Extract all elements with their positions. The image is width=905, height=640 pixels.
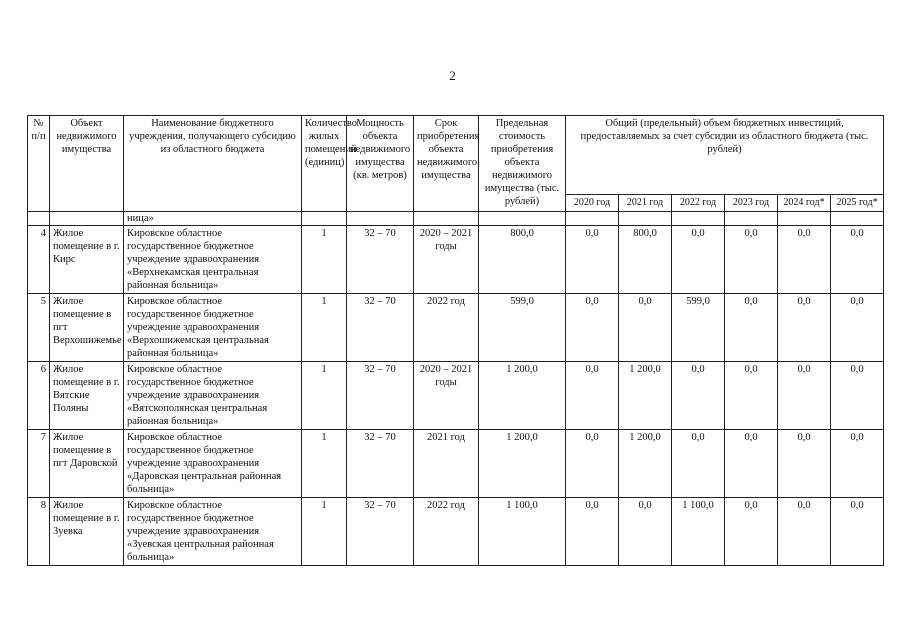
capacity: 32 – 70	[347, 362, 414, 430]
year-amount: 1 100,0	[672, 498, 725, 566]
max-cost: 800,0	[479, 226, 566, 294]
page-number: 2	[449, 68, 456, 83]
year-amount: 0,0	[725, 498, 778, 566]
institution-name: Кировское областное государственное бюджетное учреждение здравоохранения «Верхошижемская центральная районная больница»	[124, 294, 302, 362]
header-total: Общий (предельный) объем бюджетных инвестиций, предоставляемых за счет субсидии из областного бюджета (тыс. рублей)	[566, 116, 884, 195]
table-row	[28, 498, 884, 566]
header-year: 2021 год	[619, 195, 672, 212]
max-cost: 1 200,0	[479, 430, 566, 498]
year-amount: 0,0	[831, 362, 884, 430]
year-amount: 0,0	[831, 226, 884, 294]
header-object: Объект недвижимого имущества	[50, 116, 124, 212]
budget-investment-table	[27, 115, 884, 566]
header-year: 2023 год	[725, 195, 778, 212]
year-amount: 0,0	[619, 294, 672, 362]
year-amount: 0,0	[566, 294, 619, 362]
year-amount: 0,0	[566, 430, 619, 498]
capacity: 32 – 70	[347, 498, 414, 566]
acquisition-term: 2022 год	[414, 294, 479, 362]
year-amount: 0,0	[725, 226, 778, 294]
year-amount: 0,0	[672, 226, 725, 294]
object-name: Жилое помещение в пгт Даровской	[50, 430, 124, 498]
header-year: 2020 год	[566, 195, 619, 212]
table-row	[28, 362, 884, 430]
continuation-text: ница»	[124, 212, 302, 226]
header-term: Срок приобретения объекта недвижимого имущества	[414, 116, 479, 212]
row-number: 5	[28, 294, 50, 362]
institution-name: Кировское областное государственное бюджетное учреждение здравоохранения «Даровская центральная районная больница»	[124, 430, 302, 498]
header-cost: Предельная стоимость приобретения объекта недвижимого имущества (тыс. рублей)	[479, 116, 566, 212]
housing-count: 1	[302, 498, 347, 566]
year-amount: 0,0	[778, 362, 831, 430]
year-amount: 0,0	[725, 362, 778, 430]
header-num: № п/п	[28, 116, 50, 212]
housing-count: 1	[302, 226, 347, 294]
table-row	[28, 430, 884, 498]
header-capacity: Мощность объекта недвижимого имущества (кв. метров)	[347, 116, 414, 212]
institution-name: Кировское областное государственное бюджетное учреждение здравоохранения «Вятскополянская центральная районная больница»	[124, 362, 302, 430]
acquisition-term: 2021 год	[414, 430, 479, 498]
year-amount: 0,0	[725, 430, 778, 498]
object-name: Жилое помещение в г. Кирс	[50, 226, 124, 294]
header-institution: Наименование бюджетного учреждения, получающего субсидию из областного бюджета	[124, 116, 302, 212]
housing-count: 1	[302, 362, 347, 430]
year-amount: 0,0	[831, 294, 884, 362]
year-amount: 800,0	[619, 226, 672, 294]
year-amount: 1 200,0	[619, 430, 672, 498]
year-amount: 0,0	[566, 362, 619, 430]
object-name: Жилое помещение в г. Вятские Поляны	[50, 362, 124, 430]
max-cost: 599,0	[479, 294, 566, 362]
table-row	[28, 294, 884, 362]
year-amount: 0,0	[619, 498, 672, 566]
year-amount: 0,0	[778, 294, 831, 362]
capacity: 32 – 70	[347, 226, 414, 294]
header-year: 2025 год*	[831, 195, 884, 212]
acquisition-term: 2020 – 2021 годы	[414, 362, 479, 430]
acquisition-term: 2020 – 2021 годы	[414, 226, 479, 294]
max-cost: 1 200,0	[479, 362, 566, 430]
object-name: Жилое помещение в пгт Верхошижемье	[50, 294, 124, 362]
capacity: 32 – 70	[347, 430, 414, 498]
acquisition-term: 2022 год	[414, 498, 479, 566]
header-year: 2024 год*	[778, 195, 831, 212]
housing-count: 1	[302, 430, 347, 498]
year-amount: 0,0	[831, 430, 884, 498]
object-name: Жилое помещение в г. Зуевка	[50, 498, 124, 566]
year-amount: 0,0	[778, 498, 831, 566]
table-row	[28, 226, 884, 294]
institution-name: Кировское областное государственное бюджетное учреждение здравоохранения «Зуевская центральная районная больница»	[124, 498, 302, 566]
header-year: 2022 год	[672, 195, 725, 212]
year-amount: 0,0	[672, 430, 725, 498]
header-count: Количество жилых помещений (единиц)	[302, 116, 347, 212]
max-cost: 1 100,0	[479, 498, 566, 566]
housing-count: 1	[302, 294, 347, 362]
row-number: 4	[28, 226, 50, 294]
year-amount: 0,0	[566, 498, 619, 566]
row-number: 8	[28, 498, 50, 566]
year-amount: 0,0	[672, 362, 725, 430]
year-amount: 0,0	[566, 226, 619, 294]
capacity: 32 – 70	[347, 294, 414, 362]
year-amount: 0,0	[778, 430, 831, 498]
institution-name: Кировское областное государственное бюджетное учреждение здравоохранения «Верхнекамская центральная районная больница»	[124, 226, 302, 294]
year-amount: 1 200,0	[619, 362, 672, 430]
year-amount: 0,0	[778, 226, 831, 294]
year-amount: 0,0	[831, 498, 884, 566]
year-amount: 599,0	[672, 294, 725, 362]
row-number: 7	[28, 430, 50, 498]
year-amount: 0,0	[725, 294, 778, 362]
row-number: 6	[28, 362, 50, 430]
continuation-row	[28, 212, 884, 226]
